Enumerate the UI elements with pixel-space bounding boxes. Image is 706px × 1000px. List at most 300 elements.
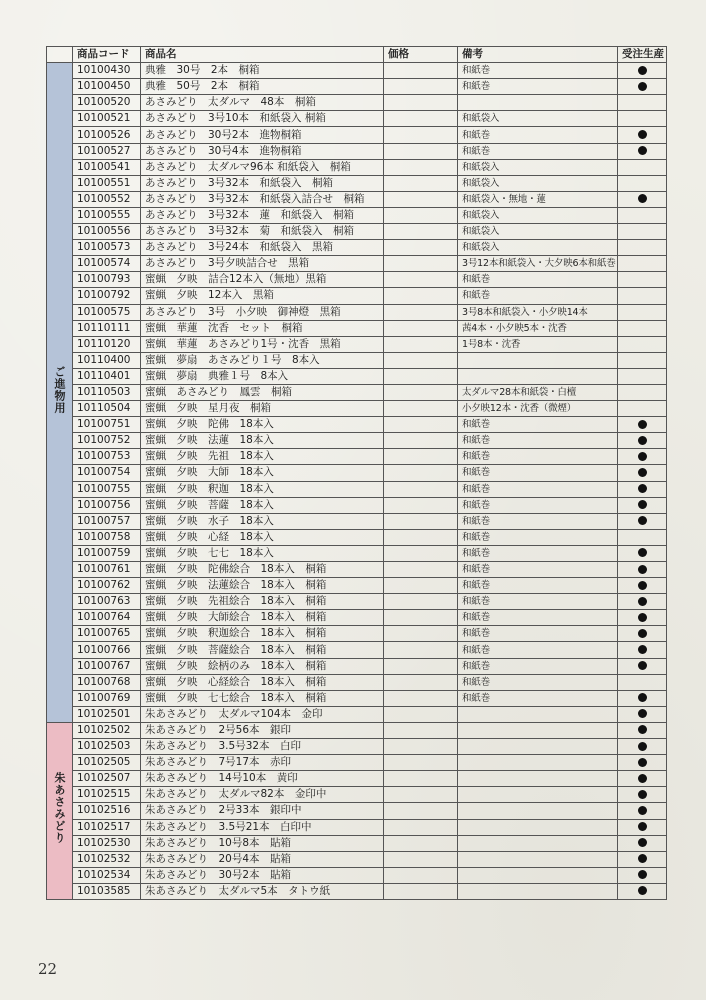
price-cell [384,706,458,722]
table-header-row [47,47,667,63]
note-cell: 和紙巻 [458,465,618,481]
product-name-cell: 蜜蝋 夕映 大師 18本入 [141,465,384,481]
made-to-order-dot-icon [638,581,647,590]
product-name-cell: あさみどり 3号32本 菊 和紙袋入 桐箱 [141,224,384,240]
price-cell [384,481,458,497]
table-row [47,224,667,240]
product-code-cell: 10100573 [73,240,141,256]
made-to-order-cell [618,819,667,835]
product-name-cell: 蜜蝋 夕映 心経 18本入 [141,529,384,545]
table-row [47,95,667,111]
price-cell [384,95,458,111]
note-cell: 小夕映12本・沈香（微煙） [458,401,618,417]
made-to-order-cell [618,79,667,95]
note-cell: 和紙巻 [458,529,618,545]
made-to-order-cell [618,352,667,368]
product-name-cell: あさみどり 太ダルマ96本 和紙袋入 桐箱 [141,159,384,175]
price-cell [384,449,458,465]
price-cell [384,835,458,851]
product-code-cell: 10100757 [73,513,141,529]
product-code-cell: 10102530 [73,835,141,851]
price-cell [384,787,458,803]
product-code-cell: 10100792 [73,288,141,304]
header-price: 価格 [384,47,458,63]
price-cell [384,513,458,529]
note-cell [458,706,618,722]
made-to-order-cell [618,304,667,320]
table-row [47,417,667,433]
price-cell [384,143,458,159]
table-row [47,578,667,594]
header-code: 商品コード [73,47,141,63]
note-cell: 和紙袋入 [458,224,618,240]
product-code-cell: 10100551 [73,175,141,191]
made-to-order-dot-icon [638,629,647,638]
product-code-cell: 10100574 [73,256,141,272]
price-cell [384,658,458,674]
category-label: ご進物用 [53,366,66,415]
product-name-cell: 蜜蝋 夕映 陀佛絵合 18本入 桐箱 [141,562,384,578]
product-code-cell: 10100762 [73,578,141,594]
made-to-order-cell [618,191,667,207]
product-name-cell: 朱あさみどり 太ダルマ104本 金印 [141,706,384,722]
made-to-order-dot-icon [638,693,647,702]
product-name-cell: 典雅 30号 2本 桐箱 [141,63,384,79]
made-to-order-dot-icon [638,838,647,847]
note-cell: 和紙巻 [458,545,618,561]
price-cell [384,594,458,610]
made-to-order-dot-icon [638,484,647,493]
product-code-cell: 10100753 [73,449,141,465]
made-to-order-cell [618,449,667,465]
made-to-order-cell [618,272,667,288]
note-cell [458,787,618,803]
table-row [47,465,667,481]
price-cell [384,191,458,207]
product-name-cell: 蜜蝋 夕映 先祖 18本入 [141,449,384,465]
table-row [47,449,667,465]
product-name-cell: 典雅 50号 2本 桐箱 [141,79,384,95]
made-to-order-cell [618,690,667,706]
table-row [47,79,667,95]
made-to-order-cell [618,240,667,256]
product-name-cell: 蜜蝋 夕映 大師絵合 18本入 桐箱 [141,610,384,626]
made-to-order-cell [618,417,667,433]
table-row [47,127,667,143]
product-name-cell: あさみどり 3号夕映詰合せ 黒箱 [141,256,384,272]
made-to-order-cell [618,127,667,143]
note-cell: 和紙袋入 [458,175,618,191]
price-cell [384,401,458,417]
note-cell: 和紙袋入 [458,207,618,223]
table-row [47,545,667,561]
note-cell: 和紙巻 [458,143,618,159]
header-category-spacer [47,47,73,63]
price-cell [384,545,458,561]
note-cell: 和紙袋入 [458,111,618,127]
price-cell [384,883,458,899]
product-code-cell: 10102516 [73,803,141,819]
table-row [47,819,667,835]
table-row [47,851,667,867]
product-name-cell: 朱あさみどり 7号17本 赤印 [141,755,384,771]
made-to-order-cell [618,867,667,883]
category-cell [47,63,73,723]
product-name-cell: 蜜蝋 夕映 釈迦 18本入 [141,481,384,497]
price-cell [384,578,458,594]
product-name-cell: 蜜蝋 夕映 釈迦絵合 18本入 桐箱 [141,626,384,642]
product-code-cell: 10103585 [73,883,141,899]
product-code-cell: 10100764 [73,610,141,626]
price-cell [384,368,458,384]
product-code-cell: 10110120 [73,336,141,352]
product-name-cell: 蜜蝋 夕映 水子 18本入 [141,513,384,529]
table-row [47,433,667,449]
made-to-order-dot-icon [638,565,647,574]
product-code-cell: 10102505 [73,755,141,771]
product-name-cell: 蜜蝋 夕映 心経絵合 18本入 桐箱 [141,674,384,690]
product-name-cell: 朱あさみどり 太ダルマ82本 金印中 [141,787,384,803]
price-cell [384,771,458,787]
product-name-cell: 蜜蝋 夕映 菩薩 18本入 [141,497,384,513]
made-to-order-dot-icon [638,597,647,606]
product-name-cell: あさみどり 3号10本 和紙袋入 桐箱 [141,111,384,127]
product-code-cell: 10100767 [73,658,141,674]
product-name-cell: あさみどり 3号32本 和紙袋入 桐箱 [141,175,384,191]
price-cell [384,851,458,867]
price-cell [384,433,458,449]
price-cell [384,755,458,771]
price-cell [384,79,458,95]
table-row [47,771,667,787]
made-to-order-cell [618,803,667,819]
header-name: 商品名 [141,47,384,63]
product-name-cell: 蜜蝋 夕映 菩薩絵合 18本入 桐箱 [141,642,384,658]
table-row [47,497,667,513]
table-row [47,207,667,223]
made-to-order-cell [618,481,667,497]
table-row [47,256,667,272]
made-to-order-dot-icon [638,709,647,718]
note-cell: 和紙巻 [458,626,618,642]
product-code-cell: 10110503 [73,384,141,400]
price-cell [384,272,458,288]
table-row [47,690,667,706]
price-cell [384,562,458,578]
table-row [47,739,667,755]
table-row [47,175,667,191]
table-row [47,867,667,883]
product-code-cell: 10100765 [73,626,141,642]
made-to-order-cell [618,401,667,417]
product-code-cell: 10100555 [73,207,141,223]
price-cell [384,626,458,642]
made-to-order-cell [618,771,667,787]
made-to-order-cell [618,513,667,529]
product-code-cell: 10102515 [73,787,141,803]
table-row [47,626,667,642]
product-name-cell: 朱あさみどり 3.5号21本 白印中 [141,819,384,835]
table-row [47,191,667,207]
made-to-order-dot-icon [638,66,647,75]
made-to-order-dot-icon [638,548,647,557]
product-name-cell: あさみどり 30号2本 進物桐箱 [141,127,384,143]
price-cell [384,497,458,513]
product-name-cell: 朱あさみどり 30号2本 貼箱 [141,867,384,883]
product-name-cell: 朱あさみどり 20号4本 貼箱 [141,851,384,867]
note-cell [458,771,618,787]
product-name-cell: 朱あさみどり 3.5号32本 白印 [141,739,384,755]
made-to-order-cell [618,288,667,304]
note-cell: 和紙巻 [458,433,618,449]
table-row [47,755,667,771]
made-to-order-cell [618,63,667,79]
price-cell [384,175,458,191]
made-to-order-cell [618,787,667,803]
table-row [47,722,667,738]
table-row [47,513,667,529]
table-row [47,594,667,610]
made-to-order-dot-icon [638,742,647,751]
made-to-order-dot-icon [638,82,647,91]
product-code-cell: 10100761 [73,562,141,578]
made-to-order-dot-icon [638,806,647,815]
note-cell: 和紙巻 [458,497,618,513]
note-cell: 和紙巻 [458,481,618,497]
made-to-order-cell [618,175,667,191]
made-to-order-dot-icon [638,500,647,509]
note-cell: 和紙巻 [458,658,618,674]
note-cell: 3号8本和紙袋入・小夕映14本 [458,304,618,320]
made-to-order-cell [618,851,667,867]
product-code-cell: 10100520 [73,95,141,111]
product-name-cell: 朱あさみどり 太ダルマ5本 タトウ紙 [141,883,384,899]
note-cell [458,835,618,851]
table-row [47,143,667,159]
product-code-cell: 10100751 [73,417,141,433]
table-row [47,642,667,658]
table-row [47,401,667,417]
product-name-cell: 蜜蝋 夕映 12本入 黒箱 [141,288,384,304]
product-code-cell: 10102534 [73,867,141,883]
product-name-cell: あさみどり 3号24本 和紙袋入 黒箱 [141,240,384,256]
price-cell [384,127,458,143]
product-code-cell: 10100793 [73,272,141,288]
product-name-cell: 蜜蝋 あさみどり 鳳雲 桐箱 [141,384,384,400]
note-cell: 和紙巻 [458,562,618,578]
product-code-cell: 10100759 [73,545,141,561]
note-cell: 和紙巻 [458,272,618,288]
made-to-order-dot-icon [638,725,647,734]
note-cell: 和紙巻 [458,63,618,79]
price-cell [384,352,458,368]
product-code-cell: 10102517 [73,819,141,835]
product-name-cell: 蜜蝋 夕映 法蓮 18本入 [141,433,384,449]
made-to-order-cell [618,545,667,561]
made-to-order-cell [618,320,667,336]
product-name-cell: 蜜蝋 華蓮 沈香 セット 桐箱 [141,320,384,336]
product-name-cell: あさみどり 3号 小夕映 御神燈 黒箱 [141,304,384,320]
product-code-cell: 10110111 [73,320,141,336]
made-to-order-cell [618,610,667,626]
made-to-order-cell [618,529,667,545]
note-cell [458,755,618,771]
made-to-order-dot-icon [638,613,647,622]
note-cell: 和紙巻 [458,578,618,594]
table-row [47,562,667,578]
note-cell: 和紙袋入 [458,159,618,175]
made-to-order-cell [618,883,667,899]
made-to-order-cell [618,578,667,594]
made-to-order-dot-icon [638,886,647,895]
product-name-cell: 蜜蝋 夕映 先祖絵合 18本入 桐箱 [141,594,384,610]
product-name-cell: 蜜蝋 夕映 絵柄のみ 18本入 桐箱 [141,658,384,674]
category-label: 朱あさみどり [53,772,66,845]
product-code-cell: 10100763 [73,594,141,610]
product-name-cell: 蜜蝋 夕映 星月夜 桐箱 [141,401,384,417]
made-to-order-dot-icon [638,774,647,783]
price-cell [384,674,458,690]
price-cell [384,240,458,256]
made-to-order-cell [618,368,667,384]
table-row [47,63,667,79]
note-cell [458,819,618,835]
note-cell [458,739,618,755]
product-name-cell: 蜜蝋 夢扇 あさみどり１号 8本入 [141,352,384,368]
note-cell: 和紙巻 [458,79,618,95]
price-cell [384,819,458,835]
table-row [47,803,667,819]
made-to-order-cell [618,384,667,400]
table-row [47,352,667,368]
table-row [47,706,667,722]
note-cell [458,867,618,883]
price-cell [384,288,458,304]
made-to-order-cell [618,594,667,610]
made-to-order-cell [618,706,667,722]
price-cell [384,803,458,819]
made-to-order-cell [618,143,667,159]
product-name-cell: あさみどり 3号32本 蓮 和紙袋入 桐箱 [141,207,384,223]
product-name-cell: 蜜蝋 夢扇 典雅１号 8本入 [141,368,384,384]
made-to-order-cell [618,835,667,851]
made-to-order-cell [618,642,667,658]
product-name-cell: あさみどり 30号4本 進物桐箱 [141,143,384,159]
price-cell [384,256,458,272]
product-code-cell: 10102501 [73,706,141,722]
note-cell [458,352,618,368]
product-code-cell: 10100527 [73,143,141,159]
made-to-order-dot-icon [638,854,647,863]
note-cell [458,851,618,867]
product-code-cell: 10100752 [73,433,141,449]
price-cell [384,384,458,400]
made-to-order-cell [618,755,667,771]
price-cell [384,690,458,706]
product-code-cell: 10102502 [73,722,141,738]
price-cell [384,320,458,336]
table-row [47,320,667,336]
made-to-order-cell [618,497,667,513]
product-name-cell: 蜜蝋 夕映 詰合12本入（無地）黒箱 [141,272,384,288]
product-name-cell: 朱あさみどり 2号33本 銀印中 [141,803,384,819]
product-name-cell: 蜜蝋 夕映 陀佛 18本入 [141,417,384,433]
made-to-order-dot-icon [638,870,647,879]
made-to-order-cell [618,626,667,642]
product-name-cell: 朱あさみどり 14号10本 黄印 [141,771,384,787]
note-cell: 和紙袋入 [458,240,618,256]
table-row [47,111,667,127]
price-cell [384,739,458,755]
price-cell [384,610,458,626]
made-to-order-dot-icon [638,758,647,767]
product-code-cell: 10100430 [73,63,141,79]
product-name-cell: 蜜蝋 夕映 七七絵合 18本入 桐箱 [141,690,384,706]
product-name-cell: 蜜蝋 夕映 七七 18本入 [141,545,384,561]
product-code-cell: 10100575 [73,304,141,320]
product-name-cell: 蜜蝋 夕映 法蓮絵合 18本入 桐箱 [141,578,384,594]
table-row [47,240,667,256]
note-cell [458,95,618,111]
product-name-cell: 蜜蝋 華蓮 あさみどり1号・沈香 黒箱 [141,336,384,352]
product-code-cell: 10100769 [73,690,141,706]
note-cell: 和紙巻 [458,417,618,433]
price-cell [384,417,458,433]
product-code-cell: 10100755 [73,481,141,497]
made-to-order-cell [618,674,667,690]
note-cell: 和紙巻 [458,288,618,304]
price-cell [384,304,458,320]
table-row [47,481,667,497]
product-code-cell: 10110504 [73,401,141,417]
price-cell [384,465,458,481]
price-cell [384,224,458,240]
note-cell: 和紙巻 [458,610,618,626]
table-row [47,787,667,803]
table-row [47,336,667,352]
made-to-order-cell [618,111,667,127]
table-row [47,368,667,384]
made-to-order-dot-icon [638,194,647,203]
note-cell [458,883,618,899]
product-code-cell: 10100556 [73,224,141,240]
table-row [47,159,667,175]
product-code-cell: 10102503 [73,739,141,755]
product-name-cell: 朱あさみどり 2号56本 銀印 [141,722,384,738]
product-table [46,46,667,900]
product-code-cell: 10102532 [73,851,141,867]
product-code-cell: 10100756 [73,497,141,513]
note-cell: 和紙巻 [458,690,618,706]
note-cell: 和紙巻 [458,642,618,658]
table-row [47,529,667,545]
made-to-order-dot-icon [638,645,647,654]
price-cell [384,529,458,545]
price-cell [384,159,458,175]
product-code-cell: 10100521 [73,111,141,127]
price-cell [384,867,458,883]
product-code-cell: 10100758 [73,529,141,545]
made-to-order-dot-icon [638,130,647,139]
made-to-order-dot-icon [638,146,647,155]
made-to-order-cell [618,433,667,449]
note-cell: 和紙巻 [458,127,618,143]
made-to-order-cell [618,207,667,223]
note-cell: 和紙巻 [458,674,618,690]
made-to-order-dot-icon [638,516,647,525]
table-row [47,658,667,674]
product-code-cell: 10100768 [73,674,141,690]
